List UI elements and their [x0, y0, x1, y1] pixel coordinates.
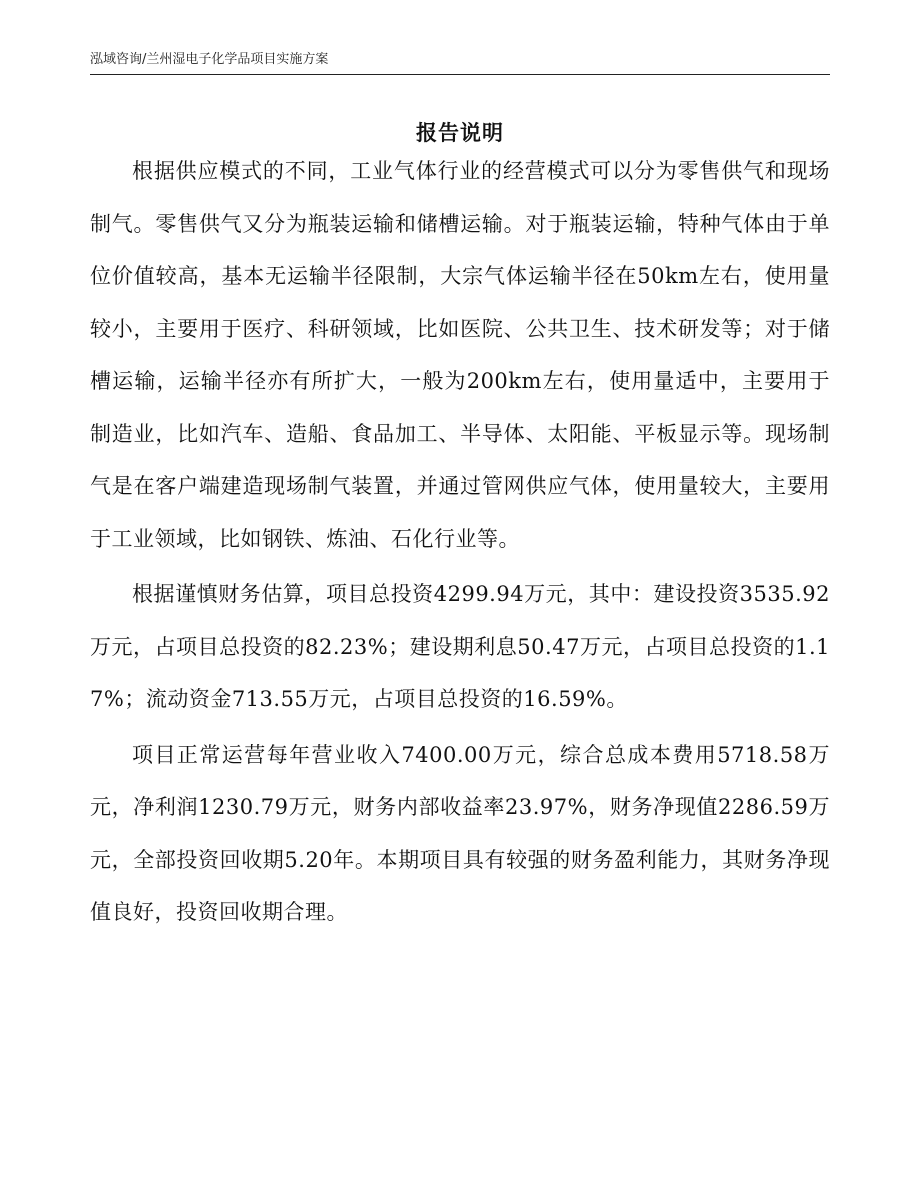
page-header: 泓域咨询/兰州湿电子化学品项目实施方案 — [90, 50, 830, 75]
document-title: 报告说明 — [416, 121, 504, 145]
document-body — [90, 145, 830, 942]
paragraph-investment: 根据谨慎财务估算，项目总投资4299.94万元，其中：建设投资3535.92万元，占项目总投资的82.23%；建设期利息50.47万元，占项目总投资的1.17%；流动资金713.55万元，占项目总投资的16.59%。 — [90, 582, 830, 711]
paragraph-financials: 项目正常运营每年营业收入7400.00万元，综合总成本费用5718.58万元，净利润1230.79万元，财务内部收益率23.97%，财务净现值2286.59万元，全部投资回收期5.20年。本期项目具有较强的财务盈利能力，其财务净现值良好，投资回收期合理。 — [90, 742, 830, 924]
paragraph-supply-modes: 根据供应模式的不同，工业气体行业的经营模式可以分为零售供气和现场制气。零售供气又分为瓶装运输和储槽运输。对于瓶装运输，特种气体由于单位价值较高，基本无运输半径限制，大宗气体运输半径在50km左右，使用量较小，主要用于医疗、科研领域，比如医院、公共卫生、技术研发等；对于储槽运输，运输半径亦有所扩大，一般为200km左右，使用量适中，主要用于制造业，比如汽车、造船、食品加工、半导体、太阳能、平板显示等。现场制气是在客户端建造现场制气装置，并通过管网供应气体，使用量较大，主要用于工业领域，比如钢铁、炼油、石化行业等。 — [90, 159, 830, 551]
